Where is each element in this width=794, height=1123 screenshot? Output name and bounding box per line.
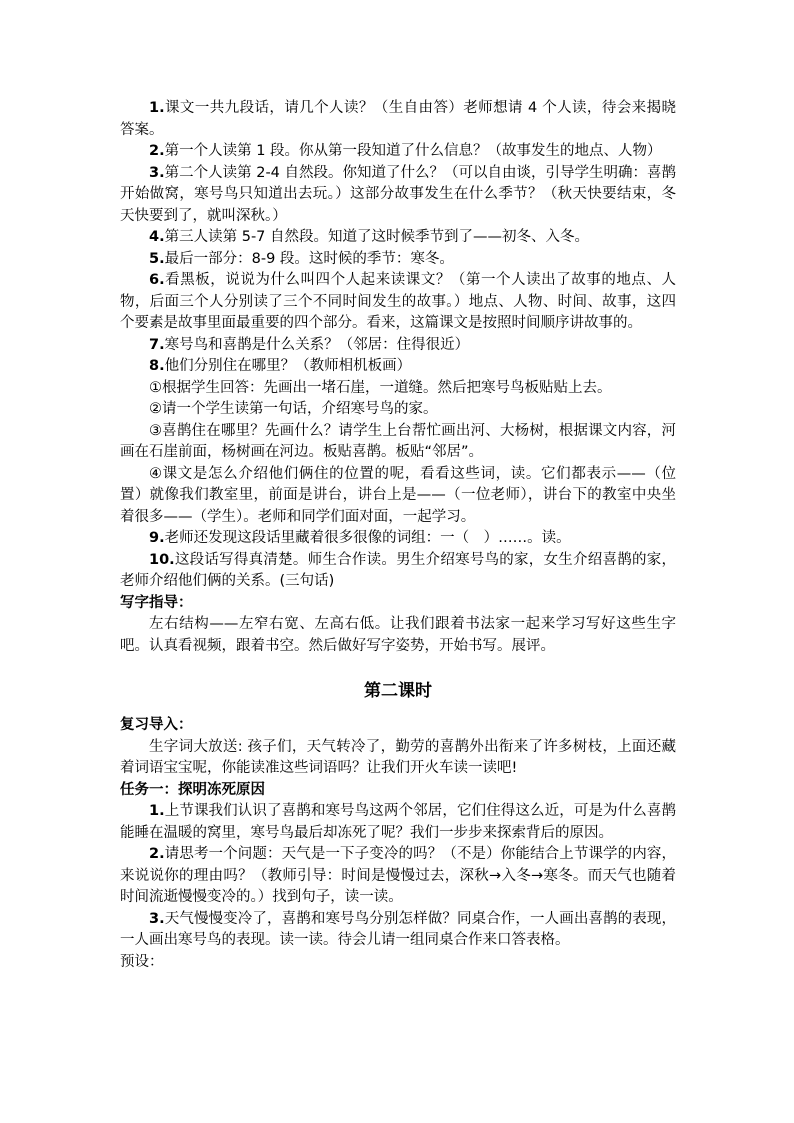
item-number: 10. xyxy=(149,551,175,568)
paragraph-item-8 xyxy=(120,356,676,378)
item-number: 1. xyxy=(149,100,165,116)
item-number: 1. xyxy=(149,803,165,819)
item-text: 课文一共九段话，请几个人读？（生自由答）老师想请 4 个人读，待会来揭晓答案。 xyxy=(120,100,676,138)
subitem-4: ④课文是怎么介绍他们俩住的位置的呢，看看这些词，读。它们都表示——（位置）就像我们教室里，前面是讲台，讲台上是——（一位老师），讲台下的教室中央坐着很多——（学生）。老师和同学们面对面，一起学习。 xyxy=(120,465,676,525)
paragraph-item-9 xyxy=(120,528,676,550)
task1-title: 任务一：探明冻死原因 xyxy=(120,781,265,798)
item-number: 7. xyxy=(149,336,165,353)
item-number: 5. xyxy=(149,250,165,267)
task-item-3 xyxy=(120,909,676,952)
paragraph-item-4 xyxy=(120,227,676,249)
paragraph-item-3 xyxy=(120,163,676,228)
item-text: 最后一部分：8-9 段。这时候的季节：寒冬。 xyxy=(164,250,454,267)
item-text: 第三人读第 5-7 自然段。知道了这时候季节到了——初冬、入冬。 xyxy=(164,229,590,245)
item-text: 第二个人读第 2-4 自然段。你知道了什么？（可以自由谈，引导学生明确：喜鹊开始做窝，寒号鸟只知道出去玩。）这部分故事发生在什么季节？（秋天快要结束，冬天快要到了，就叫深秋。） xyxy=(120,164,677,224)
item-number: 4. xyxy=(149,229,165,245)
paragraph-item-2 xyxy=(120,141,676,163)
item-text: 这段话写得真清楚。师生合作读。男生介绍寒号鸟的家，女生介绍喜鹊的家，老师介绍他们俩的关系。(三句话) xyxy=(120,551,676,589)
subitem-2: ②请一个学生读第一句话，介绍寒号鸟的家。 xyxy=(149,401,438,417)
item-number: 8. xyxy=(149,358,165,374)
item-number: 6. xyxy=(149,272,165,288)
item-text: 他们分别住在哪里？（教师相机板画） xyxy=(164,358,412,374)
item-number: 2. xyxy=(149,143,165,159)
item-number: 9. xyxy=(149,530,165,546)
item-number: 2. xyxy=(149,846,165,862)
paragraph-item-6 xyxy=(120,270,676,335)
item-text: 第一个人读第 1 段。你从第一段知道了什么信息？（故事发生的地点、人物） xyxy=(164,143,662,159)
writing-guide-text: 左右结构——左窄右宽、左高右低。让我们跟着书法家一起来学习写好这些生字吧。认真看视频，跟着书空。然后做好写字姿势，开始书写。展评。 xyxy=(120,616,676,654)
paragraph-item-7 xyxy=(120,335,676,357)
review-title: 复习导入： xyxy=(120,717,193,733)
item-text: 老师还发现这段话里藏着很多很像的词组：一（ ）……。读。 xyxy=(164,530,571,546)
task-item-2 xyxy=(120,844,676,909)
writing-guide-title: 写字指导： xyxy=(120,594,193,611)
item-number: 3. xyxy=(149,164,165,181)
lesson-two-title: 第二课时 xyxy=(364,681,432,701)
item-text: 看黑板，说说为什么叫四个人起来读课文？（第一个人读出了故事的地点、人物，后面三个人分别读了三个不同时间发生的故事。）地点、人物、时间、故事，这四个要素是故事里面最重要的四个部分。看来，这篇课文是按照时间顺序讲故事的。 xyxy=(120,272,676,331)
review-text: 生字词大放送: 孩子们，天气转冷了，勤劳的喜鹊外出衔来了许多树枝，上面还藏着词语宝宝呢，你能读准这些词语吗？让我们开火车读一读吧! xyxy=(120,738,676,776)
item-text: 寒号鸟和喜鹊是什么关系？（邻居：住得很近） xyxy=(164,336,470,353)
paragraph-item-5 xyxy=(120,249,676,271)
subitem-3: ③喜鹊住在哪里？先画什么？请学生上台帮忙画出河、大杨树，根据课文内容，河画在石崖前面，杨树画在河边。板贴喜鹊。板贴“邻居”。 xyxy=(120,422,676,460)
item-text: 上节课我们认识了喜鹊和寒号鸟这两个邻居，它们住得这么近，可是为什么喜鹊能睡在温暖的窝里，寒号鸟最后却冻死了呢？我们一步步来探索背后的原因。 xyxy=(120,803,676,841)
item-text: 请思考一个问题：天气是一下子变冷的吗？（不是）你能结合上节课学的内容，来说说你的理由吗？（教师引导：时间是慢慢过去，深秋→入冬→寒冬。而天气也随着时间流逝慢慢变冷的。）找到句子，读一读。 xyxy=(120,846,676,905)
task-item-1 xyxy=(120,801,676,844)
item-number: 3. xyxy=(149,910,165,927)
item-text: 天气慢慢变冷了，喜鹊和寒号鸟分别怎样做？同桌合作，一人画出喜鹊的表现，一人画出寒号鸟的表现。读一读。待会儿请一组同桌合作来口答表格。 xyxy=(120,910,676,948)
paragraph-item-1 xyxy=(120,98,676,141)
paragraph-item-10 xyxy=(120,550,676,593)
subitem-1: ①根据学生回答：先画出一堵石崖，一道缝。然后把寒号鸟板贴贴上去。 xyxy=(149,379,612,396)
preset-label: 预设： xyxy=(120,953,164,970)
